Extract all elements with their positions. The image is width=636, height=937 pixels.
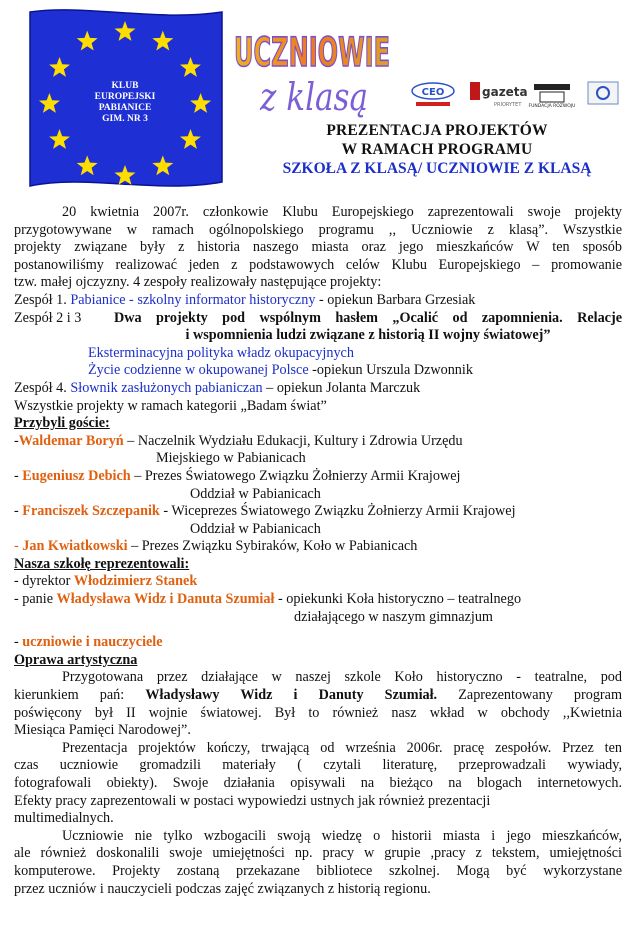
zespol-4: Zespół 4. Słownik zasłużonych pabianiczan – opiekun Jolanta Marczuk xyxy=(14,379,421,396)
flag-text-1: KLUB xyxy=(111,81,139,91)
p1-line: tzw. małej ojczyzny. 4 zespoły realizowały następujące projekty: xyxy=(14,274,382,291)
p3-line: Uczniowie nie tylko wzbogacili swoją wiedzę o historii miasta i jego mieszkańców, xyxy=(62,827,622,844)
p3-line: komputerowe. Projekty zostaną przekazane bibliotece szkolnej. Mogą być wykorzystane xyxy=(14,862,622,879)
flag-text-2: EUROPEJSKI xyxy=(94,92,156,102)
school-item: - dyrektor Włodzimierz Stanek xyxy=(14,573,198,590)
p2-line: czas uczniowie gromadzili materiały ( czytali literaturę, przeprowadzali wywiady, xyxy=(14,757,622,774)
zespol-1: Zespół 1. Pabianice - szkolny informator historyczny - opiekun Barbara Grzesiak xyxy=(14,291,476,308)
guests-heading: Przybyli goście: xyxy=(14,415,110,432)
art-line: Miesiąca Pamięci Narodowej”. xyxy=(14,722,191,739)
p3-line: przez uczniów i nauczycieli podczas zajęć związanych z historią regionu. xyxy=(14,880,431,897)
zespol-2-3-title: Dwa projekty pod wspólnym hasłem „Ocalić od zapomnienia. Relacje xyxy=(114,309,622,326)
p1-line: postanowiliśmy realizować jeden z podstawowych celów Klubu Europejskiego – promowanie xyxy=(14,256,622,273)
logo-line-1: UCZNIOWIE xyxy=(234,30,390,76)
all-projects-line: Wszystkie projekty w ramach kategorii „Badam świat” xyxy=(14,397,327,414)
p1-line: 20 kwietnia 2007r. członkowie Klubu Europejskiego zaprezentowali swoje projekty xyxy=(62,204,622,220)
title-line-2: W RAMACH PROGRAMU xyxy=(341,140,533,158)
zespol-1-title: Pabianice - szkolny informator historyczny xyxy=(70,291,316,308)
gazeta-logo xyxy=(470,80,528,108)
zespol-2-topic: Eksterminacyjna polityka władz okupacyjnych xyxy=(88,344,354,361)
art-line: Przygotowana przez działające w naszej szkole Koło historyczno - teatralne, pod xyxy=(62,669,622,686)
svg-text:CEO: CEO xyxy=(421,87,445,98)
school-item: - panie Władysława Widz i Danuta Szumiał - opiekunki Koła historyczno – teatralnego xyxy=(14,591,522,608)
guest-item: - Eugeniusz Debich – Prezes Światowego Związku Żołnierzy Armii Krajowej xyxy=(14,467,461,484)
school-heading: Nasza szkołę reprezentowali: xyxy=(14,555,190,572)
svg-text:PRIORYTET: PRIORYTET xyxy=(494,102,522,108)
p3-line: ale również doskonalili swoje umiejętności np. pracy w grupie ,pracy z tekstem, umiejętności xyxy=(14,845,622,862)
guest-item: - Franciszek Szczepanik - Wiceprezes Światowego Związku Żołnierzy Armii Krajowej xyxy=(14,503,516,520)
guest-item-cont: Miejskiego w Pabianicach xyxy=(156,450,306,467)
school-item-cont: działającego w naszym gimnazjum xyxy=(294,608,493,625)
art-heading: Oprawa artystyczna xyxy=(14,651,138,668)
guest-item: - Jan Kwiatkowski – Prezes Związku Sybiraków, Koło w Pabianicach xyxy=(14,538,418,555)
eu-flag-logo xyxy=(26,8,224,190)
art-line: poświęcony był II wojnie światowej. Był to również nasz wkład w obchody ,,Kwietnia xyxy=(14,704,622,721)
p2-line: Prezentacja projektów kończy, trwającą od września 2006r. pracę zespołów. Przez ten xyxy=(62,739,622,756)
zespol-2-3-title-cont: i wspomnienia ludzi związane z historią II wojny światowej” xyxy=(185,327,551,344)
p2-line: multimedialnych. xyxy=(14,810,114,827)
guest-item: -Waldemar Boryń – Naczelnik Wydziału Edukacji, Kultury i Zdrowia Urzędu xyxy=(14,432,463,449)
uczniowie-z-klasa-logo xyxy=(230,18,400,118)
guest-item-cont: Oddział w Pabianicach xyxy=(190,520,321,537)
school-item: - uczniowie i nauczyciele xyxy=(14,634,163,651)
svg-text:FUNDACJA ROZWOJU: FUNDACJA ROZWOJU xyxy=(528,104,576,109)
p1-line: projekty związane były z historia naszego miasta oraz jego mieszkańców W ten sposób xyxy=(14,239,622,256)
zespol-4-title: Słownik zasłużonych pabianiczan xyxy=(70,379,263,396)
p2-line: fotografowali obiekty). Swoje działania opisywali na bieżąco na blogach internetowych. xyxy=(14,775,622,791)
logo-line-2: z klasą xyxy=(259,75,368,119)
zespol-2-3: Zespół 2 i 3 Dwa projekty pod wspólnym hasłem „Ocalić od zapomnienia. Relacje xyxy=(14,309,622,326)
p1-line: przygotowywane w ramach ogólnopolskiego programu ,, Uczniowie z klasą”. Wszystkie xyxy=(14,221,622,238)
art-line: kierunkiem pań: Władysławy Widz i Danuty Szumiał. Zaprezentowany program xyxy=(14,687,622,704)
svg-text:gazeta: gazeta xyxy=(482,85,528,99)
title-line-1: PREZENTACJA PROJEKTÓW xyxy=(326,122,548,139)
partner-logo xyxy=(586,80,620,108)
guest-item-cont: Oddział w Pabianicach xyxy=(190,485,321,502)
title-line-3: SZKOŁA Z KLASĄ/ UCZNIOWIE Z KLASĄ xyxy=(282,160,592,177)
article-body xyxy=(14,204,622,898)
flag-text-4: GIM. NR 3 xyxy=(102,114,148,124)
ceo-logo xyxy=(410,80,456,108)
p2-line: Efekty pracy zaprezentowali w postaci wypowiedzi ustnych jak również prezentacji xyxy=(14,792,491,809)
title-block xyxy=(238,122,636,178)
fundacja-logo xyxy=(530,80,574,108)
zespol-3-topic: Życie codzienne w okupowanej Polsce -opiekun Urszula Dzwonnik xyxy=(88,362,473,379)
flag-text-3: PABIANICE xyxy=(98,103,152,113)
